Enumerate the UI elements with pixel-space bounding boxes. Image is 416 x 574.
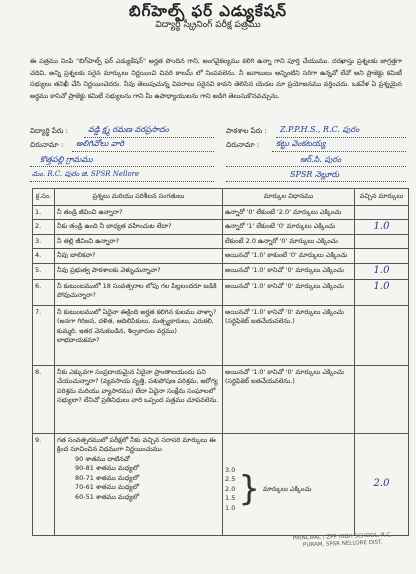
col-header-serial: క్ర.సం. bbox=[33, 189, 55, 206]
table-row bbox=[33, 234, 409, 249]
row-number: 7. bbox=[33, 305, 55, 365]
student-name-label: విద్యార్థి పేరు : bbox=[30, 127, 68, 135]
form-subtitle: విద్యార్థి స్క్రీనింగ్ పరీక్ష పత్రము bbox=[155, 20, 261, 30]
scale-note: మార్కులు ఎక్కించు bbox=[262, 484, 312, 493]
table-row bbox=[33, 433, 409, 535]
row-mark: 1.0 bbox=[355, 279, 409, 305]
grade-item: 90 శాతము దాటినచో bbox=[75, 454, 130, 463]
form-title: బిగ్‌హెల్ప్ ఫర్ ఎడ్యుకేషన్ bbox=[129, 2, 287, 20]
row-question: నీకు ఎక్కువగా సంప్రదాయమైన ఏదైనా ప్రాంతాలయందు పని చేయుచున్నారా? (వ్యవసాయ వృత్తి, పశుపోషణ పరిశ్రమ, ఆరోగ్య పరిశ్రమ మరియు వ్యాపారము) లేదా ఏదైనా సంక్షేమ సంఘాలలో సభ్యులా? లేనిచో ప్రతినిధులు వారి ఒప్పంద పత్రము చూపవలెను. bbox=[55, 365, 223, 433]
instructions-paragraph: ఈ పత్రము నింపి "బిగ్‌హెల్ప్ ఫర్ ఎడ్యుకేషన్" అర్హత పొందిన గాని, అంగవైకల్యము కలిగి ఉన్నా గాని పూర్తి చేయుము. దరఖాస్తు ప్రశ్నలకు జాగ్రత్తగా చదివి, అన్ని ప్రశ్నలకు సరైన మార్కులు నిర్ణయించి చివరి కాలమ్ లో నింపవలెను. నీ జవాబులు అన్నింటిని సరిగా ఉన్నవో లేవో అని ప్రాజెక్టు కమిటీ సభ్యులు తనిఖీ చేసి నిర్ణయించెదరు. నీవు తెలుపుచున్న వివరాలు సరైనవి కావని తెలిసిన యెడల మా ప్రయోజనము వర్తించదు. ఒకవేళ ఏ ప్రశ్నయైన అర్థము కానిచో ప్రాజెక్టు కమిటీ సభ్యులను గాని మీ ఉపాధ్యాయులను గాని అడిగి తెలుసుకొనవచ్చును. bbox=[30, 57, 402, 100]
col-header-marks: వచ్చిన మార్కులు bbox=[355, 189, 409, 206]
row-mark bbox=[355, 205, 409, 220]
scale-block bbox=[225, 466, 352, 514]
school-name-label: పాఠశాల పేరు : bbox=[226, 127, 267, 135]
row-number: 8. bbox=[33, 365, 55, 433]
row-rule: అయినచో '1.0' కానిచో '0' మార్కులు ఎక్కించు (సర్టిఫికెట్ జతచేయవలెను.) bbox=[223, 305, 355, 365]
row-number: 5. bbox=[33, 263, 55, 279]
scale-values bbox=[225, 466, 235, 514]
row-mark bbox=[355, 365, 409, 433]
address-label: చిరునామా : bbox=[30, 141, 64, 149]
row-rule-scale bbox=[223, 433, 355, 535]
address-value: అలిగివోలు వారి bbox=[76, 139, 125, 148]
row-question: నీ తల్లి జీవించి ఉన్నారా? bbox=[55, 234, 223, 249]
row-question: నీవు బాలికవా? bbox=[55, 249, 223, 264]
school-district-value: SPSR నెల్లూరు bbox=[290, 170, 340, 179]
school-district-line bbox=[226, 181, 406, 182]
grade-item: 80-71 శాతము మధ్యలో bbox=[75, 473, 140, 482]
row-rule: అయినచో '1.0' కాకుంటే '0' మార్కులు ఎక్కించు bbox=[223, 249, 355, 264]
student-name-line bbox=[84, 137, 214, 138]
student-name-value: వడ్డి క్ష్మ రమణ వరప్రసాదం bbox=[88, 125, 169, 134]
row-question: నీవు ప్రభుత్వ పాఠశాలకు వెళ్ళుచున్నావా? bbox=[55, 263, 223, 279]
table-row bbox=[33, 205, 409, 220]
school-village-line bbox=[226, 166, 406, 167]
school-name-line bbox=[276, 137, 406, 138]
table-row bbox=[33, 263, 409, 279]
grade-item: 90-81 శాతము మధ్యలో bbox=[75, 464, 140, 472]
table-row bbox=[33, 279, 409, 305]
brace-icon: } bbox=[238, 469, 260, 510]
screening-table bbox=[32, 188, 409, 536]
row-question: నీ తండ్రి జీవించి ఉన్నారా? bbox=[55, 205, 223, 220]
village-value: కొత్తపల్లి గ్రామము bbox=[40, 155, 93, 164]
village-line bbox=[30, 166, 214, 167]
table-row bbox=[33, 220, 409, 235]
row-question: గత సంవత్సరములో పరీక్షలో నీకు వచ్చిన సరాసరి మార్కులు ఈ క్రింద సూచించిన విధముగా నిర్ణయించుము bbox=[57, 435, 216, 453]
table-header-row bbox=[33, 189, 409, 206]
row-rule: అయినచో '1.0' కానిచో '0' మార్కులు ఎక్కించు (సర్టిఫికెట్ జతచేయవలెను.) bbox=[223, 365, 355, 433]
row-rule: ఉన్నారో '1' లేకుంటే '0' మార్కులు ఎక్కించు bbox=[223, 220, 355, 235]
table-row bbox=[33, 365, 409, 433]
school-address-value: కట్టు వెంకటయ్య bbox=[276, 139, 326, 148]
mandal-district-value: మం. R.C. పురం జి. SPSR Nellore bbox=[32, 170, 140, 178]
table-row bbox=[33, 305, 409, 365]
row-number: 4. bbox=[33, 249, 55, 264]
school-village-value: ఆర్.సి. పురం bbox=[300, 155, 342, 164]
scale-value: 2.0 bbox=[225, 484, 236, 493]
row-mark: 1.0 bbox=[355, 263, 409, 279]
scale-value: 1.5 bbox=[225, 494, 236, 502]
row-mark bbox=[355, 234, 409, 249]
row-question: నీకు తండ్రి ఉంది నీ బాధ్యత వహించుట లేదా? bbox=[55, 220, 223, 235]
scale-value: 3.0 bbox=[225, 465, 236, 474]
col-header-question: ప్రశ్నలు మరియు పరిశీలన సంగతులు bbox=[55, 189, 223, 206]
row-mark: 2.0 bbox=[355, 433, 409, 535]
row-question: నీ కుటుంబములో 18 సంవత్సరాల లోపు గల పిల్లలందరూ బడికి పోవుచున్నారా? bbox=[55, 279, 223, 305]
principal-stamp: PRINCIPAL / ZPP HIGH SCHOOL, R.C. PURAM, SPSR NELLORE DIST. bbox=[292, 532, 393, 549]
row-mark: 1.0 bbox=[355, 220, 409, 235]
school-name-value: Z.P.P.H.S., R.C. పురం bbox=[280, 125, 360, 134]
school-address-line bbox=[272, 151, 406, 152]
grade-item: 70-61 శాతము మధ్యలో bbox=[75, 483, 140, 491]
row-rule: ఉన్నారో '0' లేకుంటే '2.0' మార్కులు ఎక్కించు bbox=[223, 205, 355, 220]
scale-value: 1.0 bbox=[225, 503, 236, 512]
row-number: 9. bbox=[33, 433, 55, 535]
mandal-district-line bbox=[30, 181, 214, 182]
row-number: 2. bbox=[33, 220, 55, 235]
row-rule: లేకుంటే 2.0 ఉన్నారో '0' మార్కులు ఎక్కించు bbox=[223, 234, 355, 249]
col-header-rule: మార్కుల విధానము bbox=[223, 189, 355, 206]
row-question-grades bbox=[55, 433, 223, 535]
school-address-label: చిరునామా : bbox=[226, 141, 260, 149]
row-number: 1. bbox=[33, 205, 55, 220]
grade-list bbox=[57, 455, 220, 503]
scale-value: 2.5 bbox=[225, 475, 236, 483]
grade-item: 60-51 శాతము మధ్యలో bbox=[75, 492, 140, 501]
row-number: 6. bbox=[33, 279, 55, 305]
table-row bbox=[33, 249, 409, 264]
row-rule: అయినచో '1.0' కానిచో '0' మార్కులు ఎక్కించు bbox=[223, 263, 355, 279]
row-question: నీ కుటుంబములో ఏదైనా ఈక్రింది అర్హత కలిగిన కులము వాళ్ళా? (అనగా గిరిజన, దళిత, ఆదిలిపికులు, మత్స్యకారులు, ఎరుకలి, కుమ్మరి, ఇతర వెనుకబడిన, శిల్పకారుల వర్గము) లాభదాయకమా? bbox=[55, 305, 223, 365]
address-line bbox=[72, 151, 214, 152]
row-mark bbox=[355, 249, 409, 264]
row-mark bbox=[355, 305, 409, 365]
row-number: 3. bbox=[33, 234, 55, 249]
row-rule: అయినచో '1.0' కానిచో '0' మార్కులు ఎక్కించు bbox=[223, 279, 355, 305]
